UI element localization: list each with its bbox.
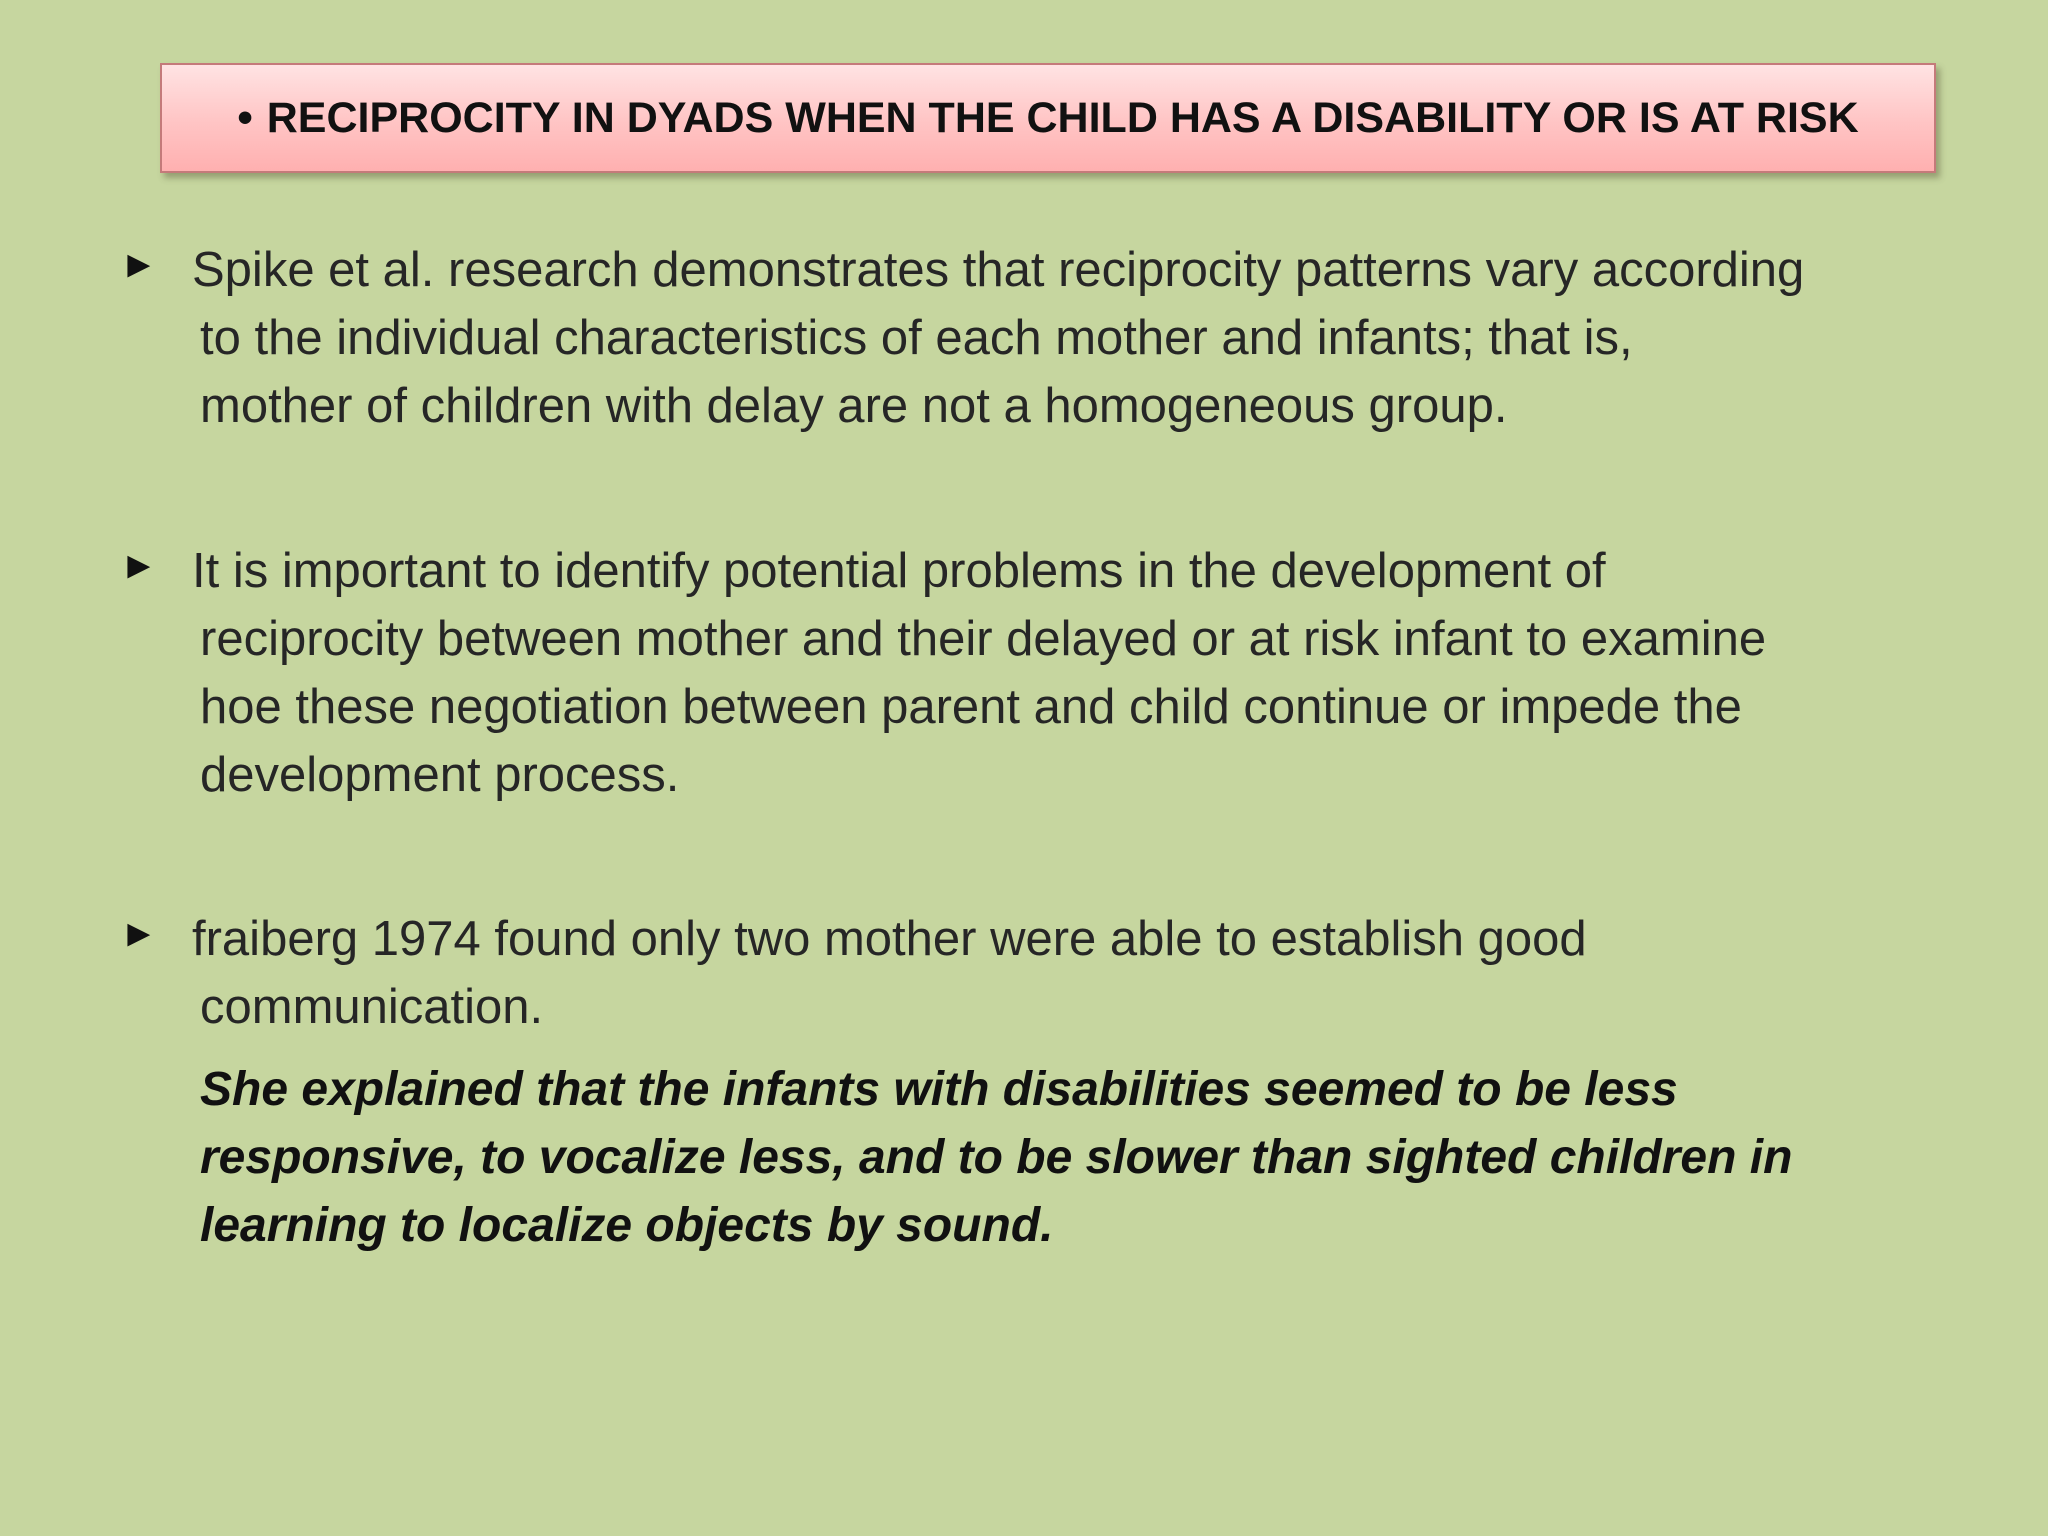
triangle-bullet-icon: ► bbox=[120, 244, 158, 286]
note-line: She explained that the infants with disabilities seemed to be less bbox=[200, 1063, 1678, 1116]
bullet-text bbox=[192, 236, 2020, 440]
bullet-line: to the individual characteristics of each mother and infants; that is, bbox=[200, 311, 1633, 365]
slide-title-box bbox=[160, 63, 1936, 173]
bullet-line: fraiberg 1974 found only two mother were able to establish good bbox=[192, 912, 1587, 966]
bullet-line: Spike et al. research demonstrates that reciprocity patterns vary according bbox=[192, 243, 1805, 297]
bullet-line: hoe these negotiation between parent and child continue or impede the bbox=[200, 680, 1742, 734]
note-line: responsive, to vocalize less, and to be slower than sighted children in bbox=[200, 1131, 1793, 1184]
bullet-line: reciprocity between mother and their delayed or at risk infant to examine bbox=[200, 612, 1767, 666]
note-line: learning to localize objects by sound. bbox=[200, 1199, 1054, 1252]
bullet-line: development process. bbox=[200, 748, 680, 802]
emphasis-note bbox=[200, 1056, 1900, 1260]
slide-title: RECIPROCITY IN DYADS WHEN THE CHILD HAS A DISABILITY OR IS AT RISK bbox=[266, 93, 1859, 142]
triangle-bullet-icon: ► bbox=[120, 913, 158, 955]
bullet-line: mother of children with delay are not a homogeneous group. bbox=[200, 379, 1508, 433]
bullet-line: communication. bbox=[200, 980, 544, 1034]
bullet-text bbox=[192, 537, 2020, 809]
bullet-text bbox=[192, 905, 2020, 1041]
title-bullet: • bbox=[237, 93, 253, 142]
bullet-line: It is important to identify potential problems in the development of bbox=[192, 544, 1606, 598]
triangle-bullet-icon: ► bbox=[120, 545, 158, 587]
